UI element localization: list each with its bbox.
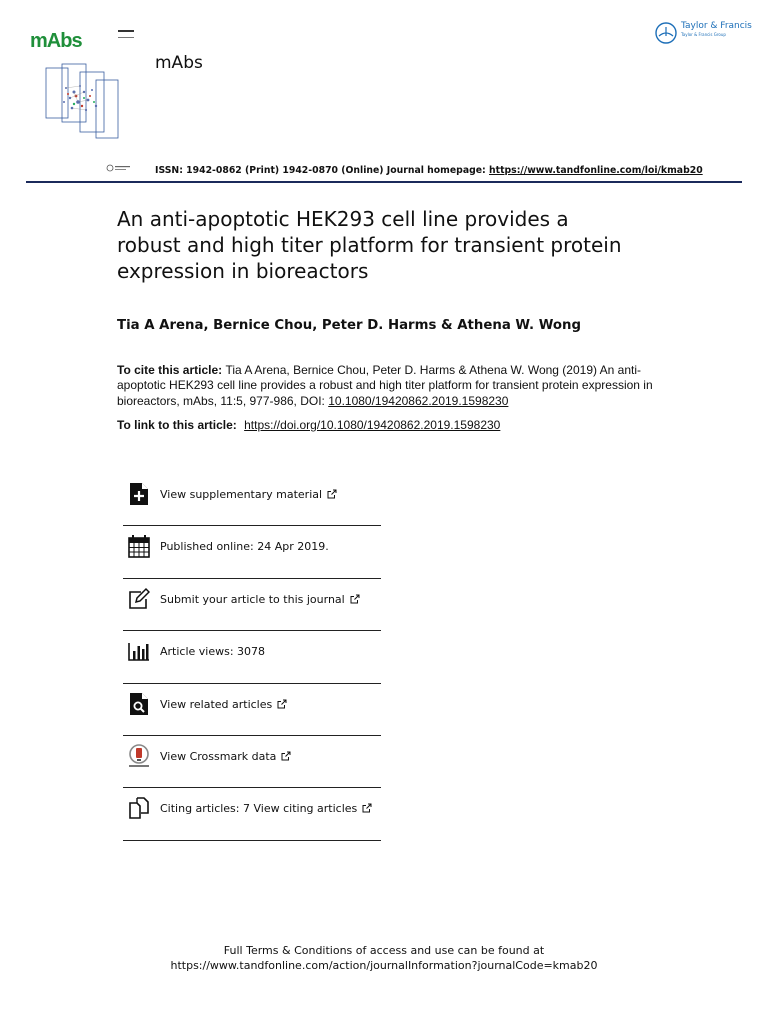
link-crossmark-data[interactable] bbox=[123, 736, 381, 788]
calendar-icon bbox=[128, 534, 150, 558]
link-related-articles[interactable] bbox=[123, 684, 381, 736]
publisher-logo[interactable] bbox=[655, 22, 752, 44]
publisher-small-logo bbox=[106, 164, 132, 172]
crossmark-icon bbox=[128, 744, 150, 768]
external-link-icon bbox=[362, 803, 372, 813]
article-link-line bbox=[117, 418, 500, 432]
link-citing-articles[interactable] bbox=[123, 788, 381, 840]
citation-doi-link[interactable]: 10.1080/19420862.2019.1598230 bbox=[328, 393, 509, 408]
link-label: Citing articles: 7 View citing articles bbox=[160, 802, 358, 816]
link-submit-article[interactable] bbox=[123, 579, 381, 631]
terms-text: Full Terms & Conditions of access and use can be found at bbox=[223, 944, 545, 957]
article-title: An anti-apoptotic HEK293 cell line provides a robust and high titer platform for transient protein expression in bioreactors bbox=[117, 207, 622, 283]
external-link-icon bbox=[277, 699, 287, 709]
link-label: View Crossmark data bbox=[160, 749, 277, 763]
edit-icon bbox=[128, 587, 150, 611]
article-authors: Tia A Arena, Bernice Chou, Peter D. Harms & Athena W. Wong bbox=[117, 318, 582, 333]
article-link-label: To link to this article: bbox=[117, 418, 241, 432]
journal-cover-image bbox=[44, 62, 120, 140]
search-document-icon bbox=[128, 692, 150, 716]
link-published-online bbox=[123, 526, 381, 578]
issn-line: ISSN: 1942-0862 (Print) 1942-0870 (Online) Journal homepage: https://www.tandfonline.com/loi/kmab20 bbox=[155, 165, 703, 176]
bar-chart-icon bbox=[128, 639, 150, 663]
citing-articles-icon bbox=[128, 796, 150, 820]
citation-block bbox=[117, 363, 657, 409]
citation-label: To cite this article: bbox=[117, 363, 226, 377]
journal-logo: mAbs bbox=[30, 30, 82, 52]
link-label: View related articles bbox=[160, 697, 273, 711]
cover-stamp bbox=[118, 30, 134, 38]
journal-name: mAbs bbox=[155, 53, 203, 73]
publisher-emblem-icon bbox=[655, 22, 677, 44]
article-doi-link[interactable]: https://doi.org/10.1080/19420862.2019.1598230 bbox=[244, 418, 501, 432]
publisher-name: Taylor & Francis bbox=[681, 21, 752, 31]
citation-text: Tia A Arena, Bernice Chou, Peter D. Harms & Athena W. Wong (2019) An anti-apoptotic HEK293 cell line provides a robust and high titer platform for transient protein expression in bioreactors, mAbs, 11:5, 977-986, DOI: bbox=[117, 363, 653, 408]
article-links-list bbox=[123, 474, 381, 841]
link-label: Article views: 3078 bbox=[160, 645, 266, 659]
link-label: Submit your article to this journal bbox=[160, 592, 345, 606]
link-article-views bbox=[123, 631, 381, 683]
publisher-subtitle: Taylor & Francis Group bbox=[681, 32, 726, 37]
terms-url[interactable]: https://www.tandfonline.com/action/journalInformation?journalCode=kmab20 bbox=[170, 959, 598, 972]
header-divider bbox=[26, 181, 742, 183]
plus-document-icon bbox=[128, 482, 150, 506]
link-label: Published online: 24 Apr 2019. bbox=[160, 540, 329, 554]
external-link-icon bbox=[281, 751, 291, 761]
terms-footer bbox=[0, 943, 768, 973]
link-supplementary-material[interactable] bbox=[123, 474, 381, 526]
external-link-icon bbox=[350, 594, 360, 604]
journal-homepage-link[interactable]: https://www.tandfonline.com/loi/kmab20 bbox=[489, 165, 703, 176]
link-label: View supplementary material bbox=[160, 488, 323, 501]
external-link-icon bbox=[327, 489, 337, 499]
